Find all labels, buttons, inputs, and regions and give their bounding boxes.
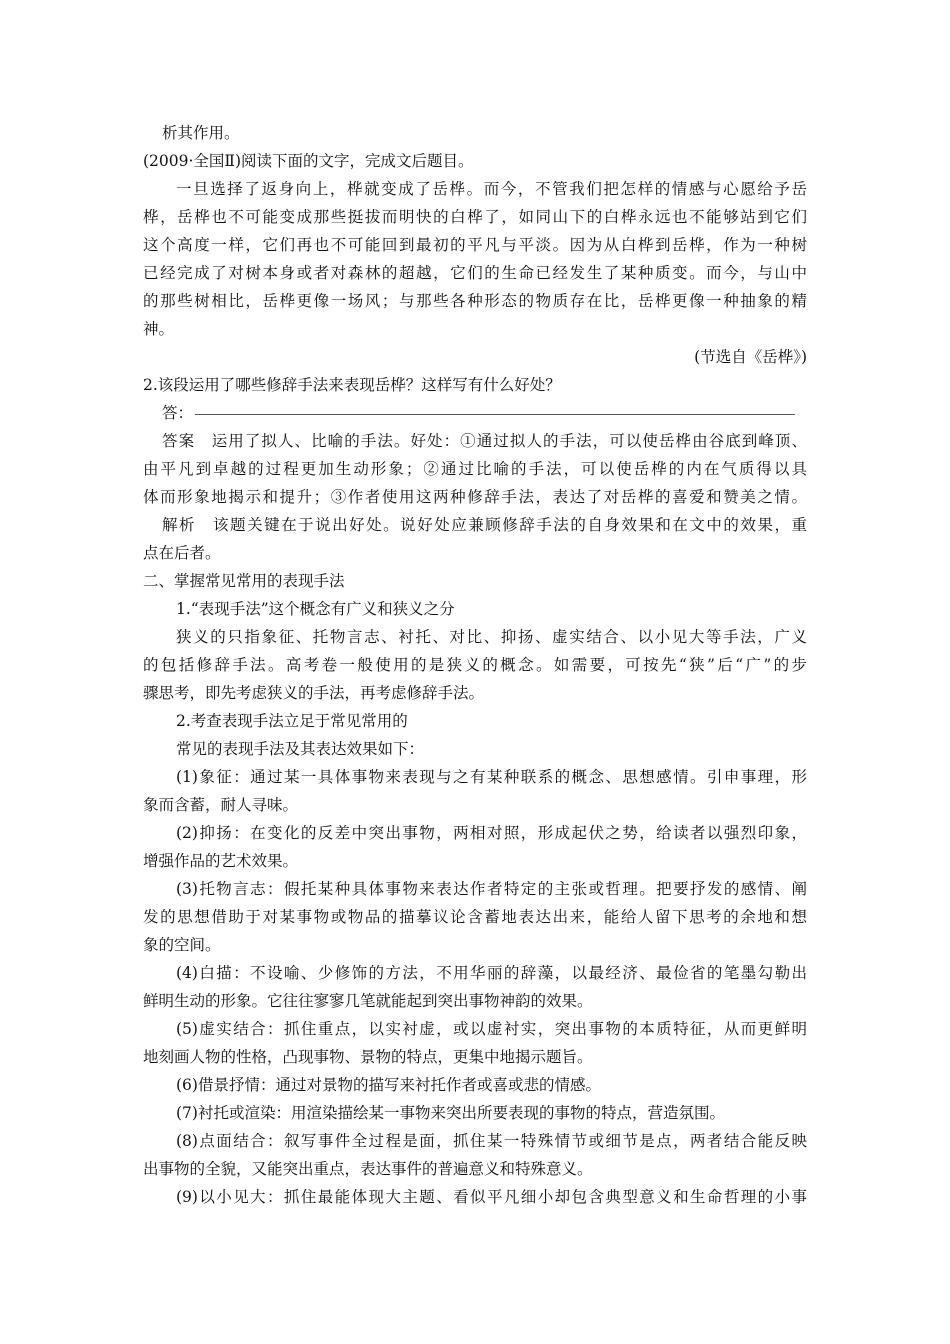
list-item: 鲜明生动的形象。它往往寥寥几笔就能起到突出事物神韵的效果。 bbox=[143, 992, 593, 1010]
list-item: 象而含蓄，耐人寻味。 bbox=[143, 796, 299, 814]
passage-line: 的那些树相比，岳桦更像一场风；与那些各种形态的物质存在比，岳桦更像一种抽象的精 bbox=[143, 292, 807, 310]
text-line: 析其作用。 bbox=[162, 124, 240, 142]
list-item: (9)以小见大：抓住最能体现大主题、看似平凡细小却包含典型意义和生命哲理的小事 bbox=[176, 1188, 807, 1206]
answer-blank-line bbox=[195, 414, 795, 415]
analysis-text: 点在后者。 bbox=[143, 544, 221, 562]
list-item: (5)虚实结合：抓住重点，以实衬虚，或以虚衬实，突出事物的本质特征，从而更鲜明 bbox=[176, 1020, 807, 1038]
answer-text: 答案 运用了拟人、比喻的手法。好处：①通过拟人的手法，可以使岳桦由谷底到峰顶、 bbox=[162, 432, 807, 450]
list-item: 地刻画人物的性格，凸现事物、景物的特点，更集中地揭示题旨。 bbox=[143, 1048, 593, 1066]
list-item: (1)象征：通过某一具体事物来表现与之有某种联系的概念、思想感情。引申事理，形 bbox=[176, 768, 807, 786]
list-item: 发的思想借助于对某事物或物品的描摹议论含蓄地表达出来，能给人留下思考的余地和想 bbox=[143, 908, 807, 926]
list-item: 象的空间。 bbox=[143, 936, 221, 954]
body-text: 的包括修辞手法。高考卷一般使用的是狭义的概念。如需要，可按先“狭”后“广”的步 bbox=[143, 656, 807, 674]
list-item: (7)衬托或渲染：用渲染描绘某一事物来突出所要表现的事物的特点，营造氛围。 bbox=[176, 1104, 725, 1122]
body-text: 狭义的只指象征、托物言志、衬托、对比、抑扬、虚实结合、以小见大等手法，广义 bbox=[176, 628, 807, 646]
list-item: (8)点面结合：叙写事件全过程是面，抓住某一特殊情节或细节是点，两者结合能反映 bbox=[176, 1132, 807, 1150]
passage-source-line: (2009·全国Ⅱ)阅读下面的文字，完成文后题目。 bbox=[143, 152, 474, 170]
subsection-heading: 2.考查表现手法立足于常见常用的 bbox=[176, 712, 408, 730]
answer-text: 体而形象地揭示和提升；③作者使用这两种修辞手法，表达了对岳桦的喜爱和赞美之情。 bbox=[143, 488, 807, 506]
list-item: (3)托物言志：假托某种具体事物来表达作者特定的主张或哲理。把要抒发的感情、阐 bbox=[176, 880, 807, 898]
list-item: (2)抑扬：在变化的反差中突出事物，两相对照，形成起伏之势，给读者以强烈印象， bbox=[176, 824, 807, 842]
section-heading: 二、掌握常见常用的表现手法 bbox=[143, 572, 345, 590]
answer-text: 由平凡到卓越的过程更加生动形象；②通过比喻的手法，可以使岳桦的内在气质得以具 bbox=[143, 460, 807, 478]
body-text: 骤思考，即先考虑狭义的手法，再考虑修辞手法。 bbox=[143, 684, 485, 702]
list-item: (4)白描：不设喻、少修饰的方法，不用华丽的辞藻，以最经济、最俭省的笔墨勾勒出 bbox=[176, 964, 807, 982]
list-item: 出事物的全貌，又能突出重点，表达事件的普遍意义和特殊意义。 bbox=[143, 1160, 593, 1178]
answer-label: 答： bbox=[162, 404, 194, 422]
passage-line: 已经完成了对树本身或者对森林的超越，它们的生命已经发生了某种质变。而今，与山中 bbox=[143, 264, 807, 282]
list-item: (6)借景抒情：通过对景物的描写来衬托作者或喜或悲的情感。 bbox=[176, 1076, 601, 1094]
body-text: 常见的表现手法及其表达效果如下： bbox=[176, 740, 425, 758]
analysis-text: 解析 该题关键在于说出好处。说好处应兼顾修辞手法的自身效果和在文中的效果，重 bbox=[162, 516, 807, 534]
passage-line: 一旦选择了返身向上，桦就变成了岳桦。而今，不管我们把怎样的情感与心愿给予岳 bbox=[176, 180, 807, 198]
passage-citation: (节选自《岳桦》) bbox=[694, 348, 807, 366]
passage-line: 这个高度一样，它们再也不可能回到最初的平凡与平淡。因为从白桦到岳桦，作为一种树 bbox=[143, 236, 807, 254]
passage-line: 神。 bbox=[143, 320, 175, 338]
list-item: 增强作品的艺术效果。 bbox=[143, 852, 299, 870]
question-text: 2.该段运用了哪些修辞手法来表现岳桦？这样写有什么好处？ bbox=[143, 376, 561, 394]
passage-line: 桦，岳桦也不可能变成那些挺拔而明快的白桦了，如同山下的白桦永远也不能够站到它们 bbox=[143, 208, 807, 226]
subsection-heading: 1.“表现手法”这个概念有广义和狭义之分 bbox=[176, 600, 455, 618]
